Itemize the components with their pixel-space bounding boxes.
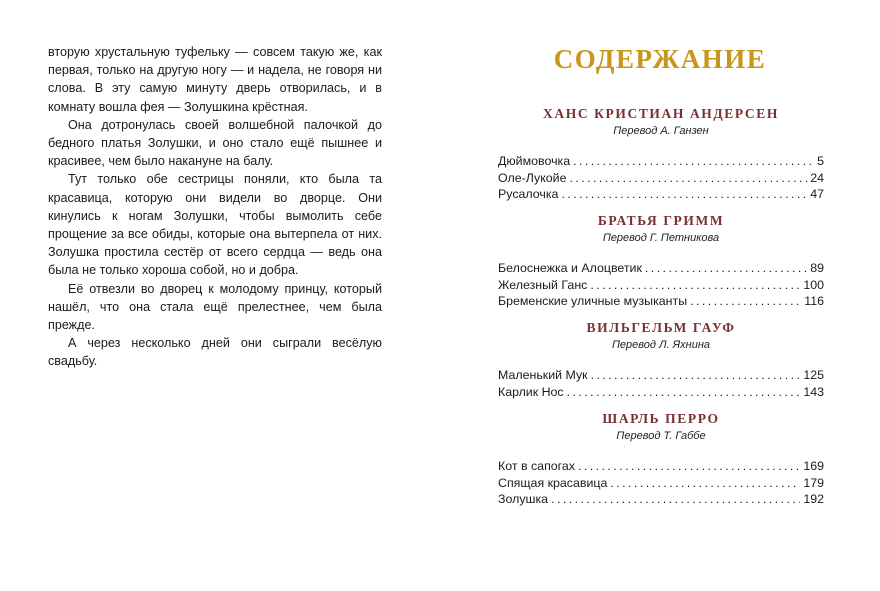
toc-entries	[498, 153, 824, 203]
entry-page: 125	[803, 368, 824, 382]
dot-leader	[645, 260, 807, 277]
section-author: ВИЛЬГЕЛЬМ ГАУФ	[586, 320, 736, 335]
entry-title: Золушка	[498, 492, 549, 506]
dot-leader	[567, 384, 801, 401]
entry-page: 143	[803, 384, 824, 399]
entry-page: 47	[810, 187, 824, 201]
toc-entries	[498, 260, 824, 310]
section-translator: Перевод А. Ганзен	[613, 125, 709, 137]
right-page	[440, 0, 880, 591]
toc-entry[interactable]	[498, 277, 824, 294]
entry-page: 169	[803, 459, 824, 473]
section-author: БРАТЬЯ ГРИММ	[597, 213, 725, 228]
entry-page: 179	[803, 475, 824, 490]
toc-section-grimm	[498, 213, 824, 310]
dot-leader	[561, 186, 807, 203]
entry-page: 100	[803, 277, 824, 292]
section-translator: Перевод Л. Яхнина	[611, 339, 711, 351]
dot-leader	[690, 293, 801, 310]
toc-entry[interactable]	[498, 153, 824, 170]
dot-leader	[551, 491, 800, 508]
toc-entry[interactable]	[498, 367, 824, 384]
entry-title: Кот в сапогах	[498, 459, 575, 473]
entry-title: Дюймовочка	[498, 154, 571, 168]
entry-page: 24	[810, 170, 824, 185]
toc-entry[interactable]	[498, 384, 824, 401]
section-author: ШАРЛЬ ПЕРРО	[602, 411, 720, 426]
dot-leader	[569, 170, 807, 187]
toc-entry[interactable]	[498, 458, 824, 475]
entry-page: 116	[804, 294, 824, 308]
section-translator: Перевод Г. Петникова	[602, 232, 720, 244]
story-paragraph: А через несколько дней они сыграли весёлую свадьбу.	[48, 336, 382, 369]
section-author: ХАНС КРИСТИАН АНДЕРСЕН	[543, 106, 779, 121]
entry-title: Железный Ганс	[498, 277, 588, 292]
toc-entries	[498, 367, 824, 400]
dot-leader	[591, 367, 801, 384]
story-text	[48, 43, 382, 371]
dot-leader	[573, 153, 814, 170]
entry-title: Русалочка	[498, 187, 559, 201]
entry-page: 192	[803, 492, 824, 506]
entry-title: Карлик Нос	[498, 384, 564, 399]
story-paragraph: Её отвезли во дворец к молодому принцу, который нашёл, что она стала ещё прелестнее, чем была прежде.	[48, 281, 382, 333]
entry-title: Бременские уличные музыканты	[498, 294, 688, 308]
story-paragraph: Она дотронулась своей волшебной палочкой до бедного платья Золушки, и оно стало ещё пышнее и красивее, чем было накануне на балу.	[48, 117, 382, 169]
dot-leader	[610, 475, 800, 492]
toc-entry[interactable]	[498, 186, 824, 203]
toc-entries	[498, 458, 824, 508]
dot-leader	[590, 277, 800, 294]
entry-page: 5	[817, 154, 824, 168]
section-translator: Перевод Т. Габбе	[616, 430, 706, 442]
entry-title: Белоснежка и Алоцветик	[498, 261, 642, 275]
dot-leader	[578, 458, 800, 475]
entry-title: Спящая красавица	[498, 475, 608, 490]
entry-title: Маленький Мук	[498, 368, 588, 382]
toc-title: СОДЕРЖАНИЕ	[553, 44, 767, 74]
entry-title: Оле-Лукойе	[498, 170, 567, 185]
toc-section-hauff	[498, 320, 824, 400]
toc-entry[interactable]	[498, 491, 824, 508]
story-paragraph: вторую хрустальную туфельку — совсем такую же, как первая, только на другую ногу — и надела, не говоря ни слова. В эту самую минуту дверь отворилась, и в комнату вошла фея — Золушкина крёстная.	[48, 45, 382, 114]
toc-entry[interactable]	[498, 293, 824, 310]
toc-section-andersen	[498, 106, 824, 203]
toc-entry[interactable]	[498, 475, 824, 492]
story-paragraph: Тут только обе сестрицы поняли, кто была та красавица, которую они видели во дворце. Они кинулись к ногам Золушки, чтобы вымолить себе прощение за все обиды, которые она вытерпела от них. Золушка простила сестёр от всего сердца — ведь она была не только хороша собой, но и добра.	[48, 172, 382, 278]
toc-entry[interactable]	[498, 260, 824, 277]
entry-page: 89	[810, 261, 824, 275]
toc-entry[interactable]	[498, 170, 824, 187]
toc-section-perrault	[498, 411, 824, 508]
